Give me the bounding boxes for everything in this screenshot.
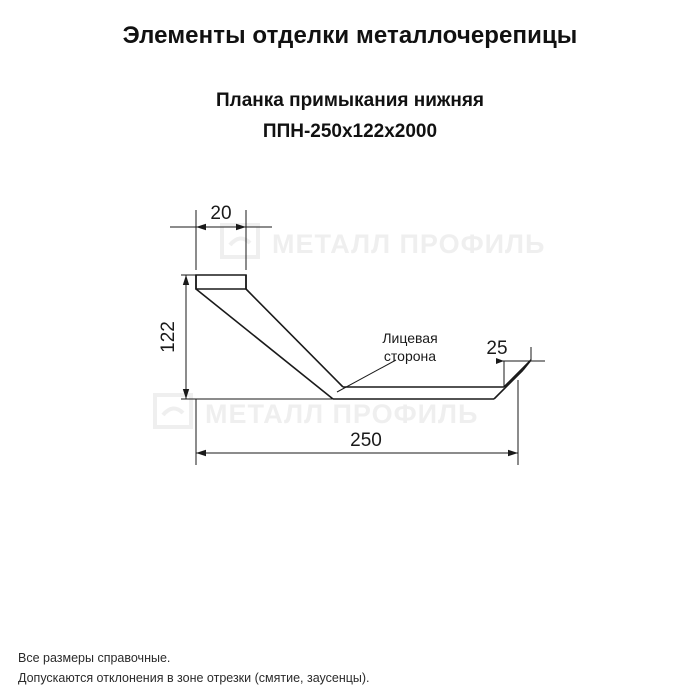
footnote-line-1: Все размеры справочные. xyxy=(18,651,171,666)
dimension-base-width-label: 250 xyxy=(350,430,382,451)
dimension-top-width-label: 20 xyxy=(210,203,232,224)
svg-text:МЕТАЛЛ ПРОФИЛЬ: МЕТАЛЛ ПРОФИЛЬ xyxy=(205,399,479,429)
product-code: ППН-250х122х2000 xyxy=(262,120,438,142)
watermark-logo-top xyxy=(222,225,545,259)
face-side-label-line1: Лицевая xyxy=(382,330,438,346)
watermark-logo-bottom xyxy=(155,395,478,429)
profile-outline xyxy=(196,275,531,399)
dimension-flange-label: 25 xyxy=(486,338,508,359)
technical-drawing xyxy=(0,175,700,535)
title-block xyxy=(0,22,700,143)
footnotes xyxy=(18,649,678,688)
footnote-line-2: Допускаются отклонения в зоне отрезки (смятие, заусенцы). xyxy=(18,670,370,685)
page-title: Элементы отделки металлочерепицы xyxy=(122,22,578,49)
product-name: Планка примыкания нижняя xyxy=(215,89,485,111)
dimension-height-label: 122 xyxy=(158,321,179,353)
face-side-label-line2: сторона xyxy=(383,348,437,364)
svg-text:МЕТАЛЛ ПРОФИЛЬ: МЕТАЛЛ ПРОФИЛЬ xyxy=(272,229,546,259)
